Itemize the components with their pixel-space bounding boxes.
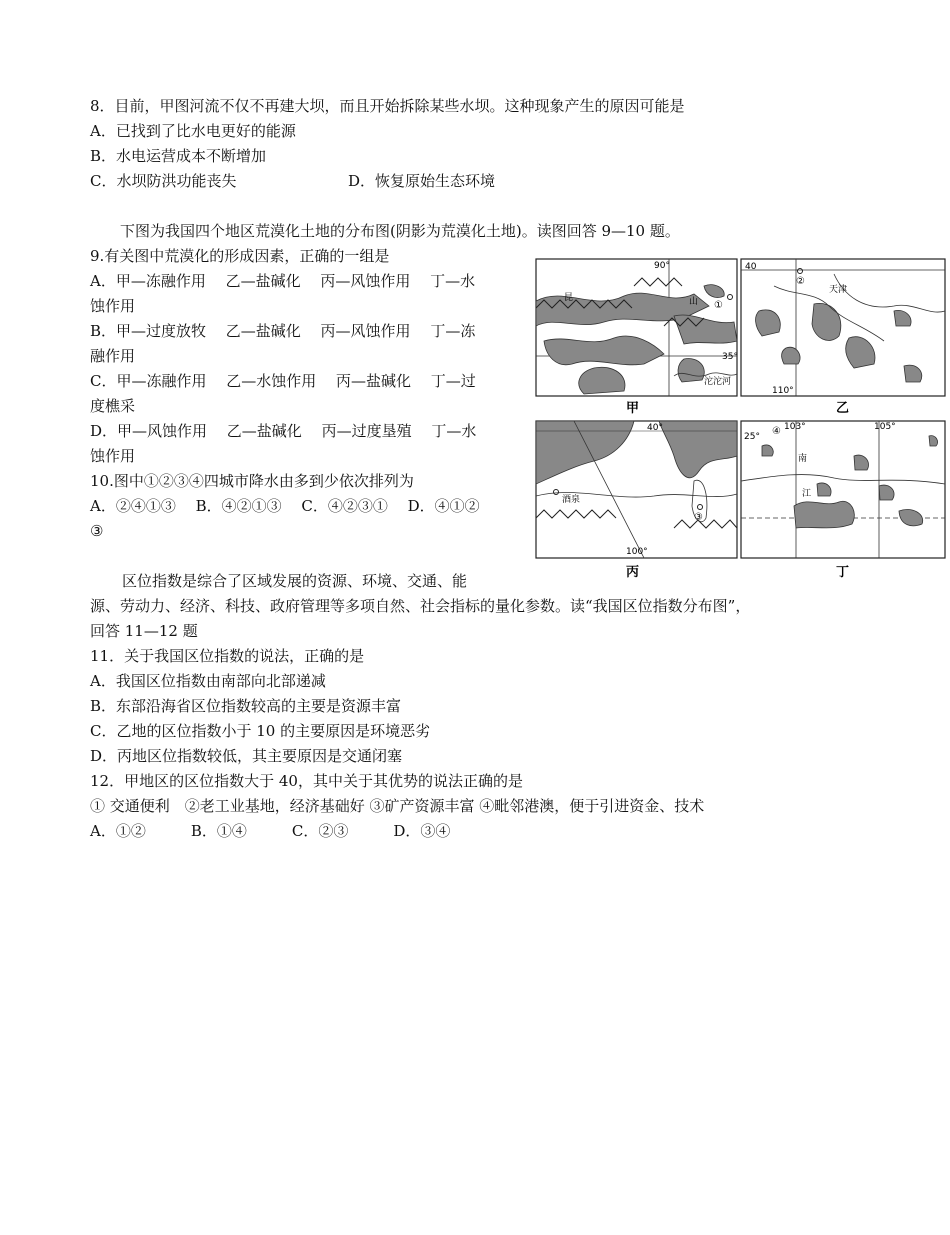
q8-stem: 8．目前，甲图河流不仅不再建大坝，而且开始拆除某些水坝。这种现象产生的原因可能是 (90, 97, 685, 115)
q11-option-c: C．乙地的区位指数小于 10 的主要原因是环境恶劣 (90, 722, 431, 740)
desertification-maps-figure (534, 256, 947, 586)
intro-11-12-line2: 源、劳动力、经济、科技、政府管理等多项自然、社会指标的量化参数。读“我国区位指数分布图”， (90, 597, 751, 615)
map-panel-ding (741, 421, 945, 580)
ding-city-marker: ④ (772, 426, 781, 437)
q8-option-a: A．已找到了比水电更好的能源 (90, 122, 296, 140)
q8-option-d: D．恢复原始生态环境 (348, 172, 496, 190)
q11-option-b: B．东部沿海省区位指数较高的主要是资源丰富 (90, 697, 402, 715)
jia-caption: 甲 (626, 401, 640, 416)
intro-11-12-line1: 区位指数是综合了区域发展的资源、环境、交通、能 (122, 572, 468, 590)
q11-option-d: D．丙地区位指数较低，其主要原因是交通闭塞 (90, 747, 403, 765)
intro-11-12-line3: 回答 11—12 题 (90, 622, 198, 640)
jia-river-label: 沱沱河 (704, 377, 732, 387)
q9-option-c-line1: C．甲—冻融作用 乙—水蚀作用 丙—盐碱化 丁—过 (90, 372, 476, 390)
q9-option-c-line2: 度樵采 (90, 397, 136, 415)
jia-kun-label: 昆 (564, 293, 574, 303)
yi-lat-label: 40 (745, 262, 757, 272)
ding-lat-label: 25° (744, 432, 760, 442)
q8-option-b: B．水电运营成本不断增加 (90, 147, 267, 165)
q9-stem: 9.有关图中荒漠化的形成因素，正确的一组是 (90, 247, 390, 265)
q9-option-a-line2: 蚀作用 (90, 297, 136, 315)
q10-options-line2: ③ (90, 522, 104, 540)
map-panel-jia (536, 259, 738, 416)
q9-option-b-line2: 融作用 (90, 347, 136, 365)
bing-lat-label: 40° (647, 423, 663, 433)
q9-option-a-line1: A．甲—冻融作用 乙—盐碱化 丙—风蚀作用 丁—水 (90, 272, 476, 290)
map-panel-bing (536, 421, 737, 580)
q8-option-c: C．水坝防洪功能丧失 (90, 172, 237, 190)
jia-lon-label: 90° (654, 261, 670, 271)
ding-jiang-label: 江 (802, 489, 812, 499)
maps-svg (534, 256, 947, 586)
jia-shan-label: 山 (689, 297, 699, 307)
q12-items: ① 交通便利 ②老工业基地，经济基础好 ③矿产资源丰富 ④毗邻港澳，便于引进资金、技术 (90, 797, 705, 815)
ding-nan-label: 南 (798, 454, 808, 464)
bing-city-marker: ③ (694, 512, 703, 523)
q10-stem: 10.图中①②③④四城市降水由多到少依次排列为 (90, 472, 414, 490)
q12-options: A．①② B．①④ C．②③ D．③④ (90, 822, 451, 840)
yi-tianjin-label: 天津 (829, 285, 848, 295)
yi-city-marker: ② (796, 276, 805, 287)
ding-caption: 丁 (836, 565, 850, 580)
bing-caption: 丙 (626, 565, 640, 580)
q12-stem: 12．甲地区的区位指数大于 40，其中关于其优势的说法正确的是 (90, 772, 523, 790)
ding-lon2-label: 105° (874, 422, 896, 432)
intro-9-10: 下图为我国四个地区荒漠化土地的分布图(阴影为荒漠化土地)。读图回答 9—10 题。 (120, 222, 680, 240)
q9-option-b-line1: B．甲—过度放牧 乙—盐碱化 丙—风蚀作用 丁—冻 (90, 322, 476, 340)
yi-caption: 乙 (836, 401, 850, 416)
q9-option-d-line1: D．甲—风蚀作用 乙—盐碱化 丙—过度垦殖 丁—水 (90, 422, 477, 440)
bing-jiuquan-label: 酒泉 (562, 495, 581, 505)
jia-lat-label: 35° (722, 352, 738, 362)
jia-city-marker: ① (714, 300, 723, 311)
q11-stem: 11．关于我国区位指数的说法，正确的是 (90, 647, 365, 665)
yi-lon-label: 110° (772, 386, 794, 396)
q9-option-d-line2: 蚀作用 (90, 447, 136, 465)
q10-options-line1: A．②④①③ B．④②①③ C．④②③① D．④①② (90, 497, 480, 515)
bing-lon-label: 100° (626, 547, 648, 557)
q11-option-a: A．我国区位指数由南部向北部递减 (90, 672, 326, 690)
map-panel-yi (741, 259, 945, 416)
ding-lon1-label: 103° (784, 422, 806, 432)
